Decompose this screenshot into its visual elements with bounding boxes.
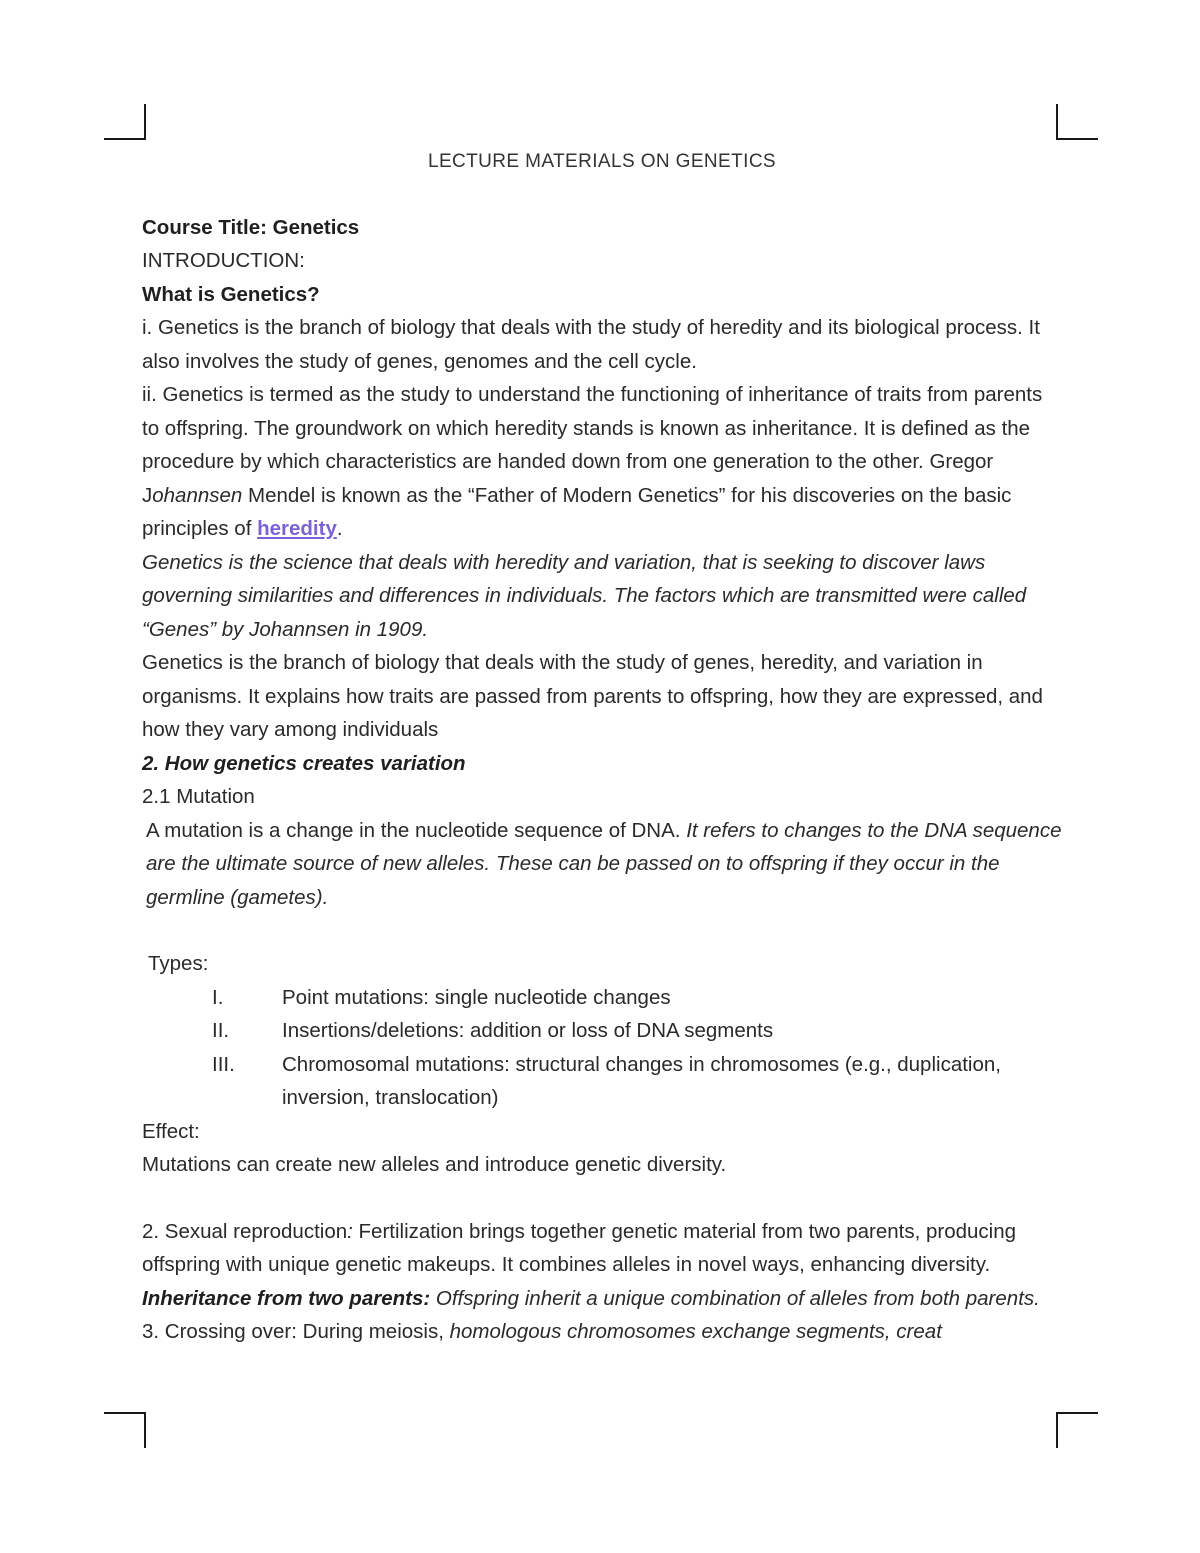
list-item [142, 1014, 1062, 1048]
paragraph-science-definition: Genetics is the science that deals with heredity and variation, that is seeking to discover laws governing similarities and differences in individuals. The factors which are transmitted were called “Genes” by Johannsen in 1909. [142, 550, 1027, 641]
crop-mark-bottom-left-v [144, 1412, 146, 1448]
subsection-2-1-heading: 2.1 Mutation [142, 785, 255, 808]
list-item [142, 1048, 1062, 1115]
crop-mark-bottom-left-h [104, 1412, 146, 1414]
crop-mark-top-right-v [1056, 104, 1058, 140]
what-is-genetics-heading: What is Genetics? [142, 282, 320, 306]
mutation-types-list [142, 981, 1062, 1115]
crop-mark-top-left-h [104, 138, 146, 140]
para2-text-b: Mendel is known as the “Father of Modern Genetics” for his discoveries on the basic principles of [142, 483, 1012, 540]
mutation-italic: It refers to changes to the DNA sequence are the ultimate source of new alleles. These can be passed on to offspring if they occur in the germline (gametes). [146, 818, 1062, 909]
list-item-number: III. [212, 1052, 235, 1076]
crossing-italic: homologous chromosomes exchange segments, creat [449, 1320, 942, 1343]
para2-end: . [336, 517, 343, 540]
introduction-heading: INTRODUCTION: [142, 249, 305, 272]
crop-mark-top-right-h [1056, 138, 1098, 140]
crop-mark-bottom-right-h [1056, 1412, 1098, 1414]
list-item-text: Point mutations: single nucleotide changes [282, 985, 671, 1009]
list-item-text: Insertions/deletions: addition or loss of DNA segments [282, 1019, 774, 1042]
list-item [142, 981, 1062, 1015]
effect-label: Effect: [142, 1119, 200, 1143]
list-item-text: Chromosomal mutations: structural changes in chromosomes (e.g., duplication, inversion, translocation) [282, 1052, 1001, 1109]
sexual-label: 2. Sexual reproduction [142, 1219, 348, 1243]
inheritance-label: Inheritance from two parents: [142, 1286, 431, 1310]
spacer [142, 914, 1062, 947]
paragraph-definition-2 [142, 378, 1062, 546]
crop-mark-bottom-right-v [1056, 1412, 1058, 1448]
mutation-plain: A mutation is a change in the nucleotide sequence of DNA. [146, 818, 687, 842]
para2-italic: ohannsen [152, 483, 243, 507]
paragraph-branch-definition: Genetics is the branch of biology that deals with the study of genes, heredity, and variation in organisms. It explains how traits are passed from parents to offspring, how they are expressed, and how they vary among individuals [142, 651, 1043, 741]
list-item-number: II. [212, 1019, 230, 1042]
paragraph-definition-1: i. Genetics is the branch of biology that deals with the study of heredity and its biological process. It also involves the study of genes, genomes and the cell cycle. [142, 316, 1040, 373]
heredity-link[interactable]: heredity [257, 517, 337, 540]
para2-text-a: ii. Genetics is termed as the study to understand the functioning of inheritance of traits from parents to offspring. The groundwork on which heredity stands is known as inheritance. It is defined as the procedure by which characteristics are handed down from one generation to the other. Gregor J [142, 383, 1043, 507]
effect-text: Mutations can create new alleles and introduce genetic diversity. [142, 1153, 727, 1176]
spacer [142, 1182, 1062, 1215]
section-2-heading: 2. How genetics creates variation [142, 751, 466, 775]
crossing-plain: 3. Crossing over: During meiosis, [142, 1320, 450, 1343]
crop-mark-top-left-v [144, 104, 146, 140]
mutation-paragraph [142, 814, 1062, 915]
document-title: LECTURE MATERIALS ON GENETICS [427, 151, 777, 172]
inheritance-paragraph [142, 1282, 1062, 1316]
sexual-colon: : [347, 1219, 353, 1243]
list-item-number: I. [212, 985, 224, 1009]
crossing-over-paragraph [142, 1315, 1062, 1349]
document-body [142, 145, 1062, 1349]
inheritance-text: Offspring inherit a unique combination of alleles from both parents. [430, 1286, 1040, 1310]
types-label: Types: [148, 952, 209, 975]
course-title: Course Title: Genetics [142, 215, 360, 239]
sexual-reproduction-paragraph [142, 1215, 1062, 1282]
sexual-text: Fertilization brings together genetic material from two parents, producing offspring with unique genetic makeups. It combines alleles in novel ways, enhancing diversity. [142, 1219, 1017, 1276]
